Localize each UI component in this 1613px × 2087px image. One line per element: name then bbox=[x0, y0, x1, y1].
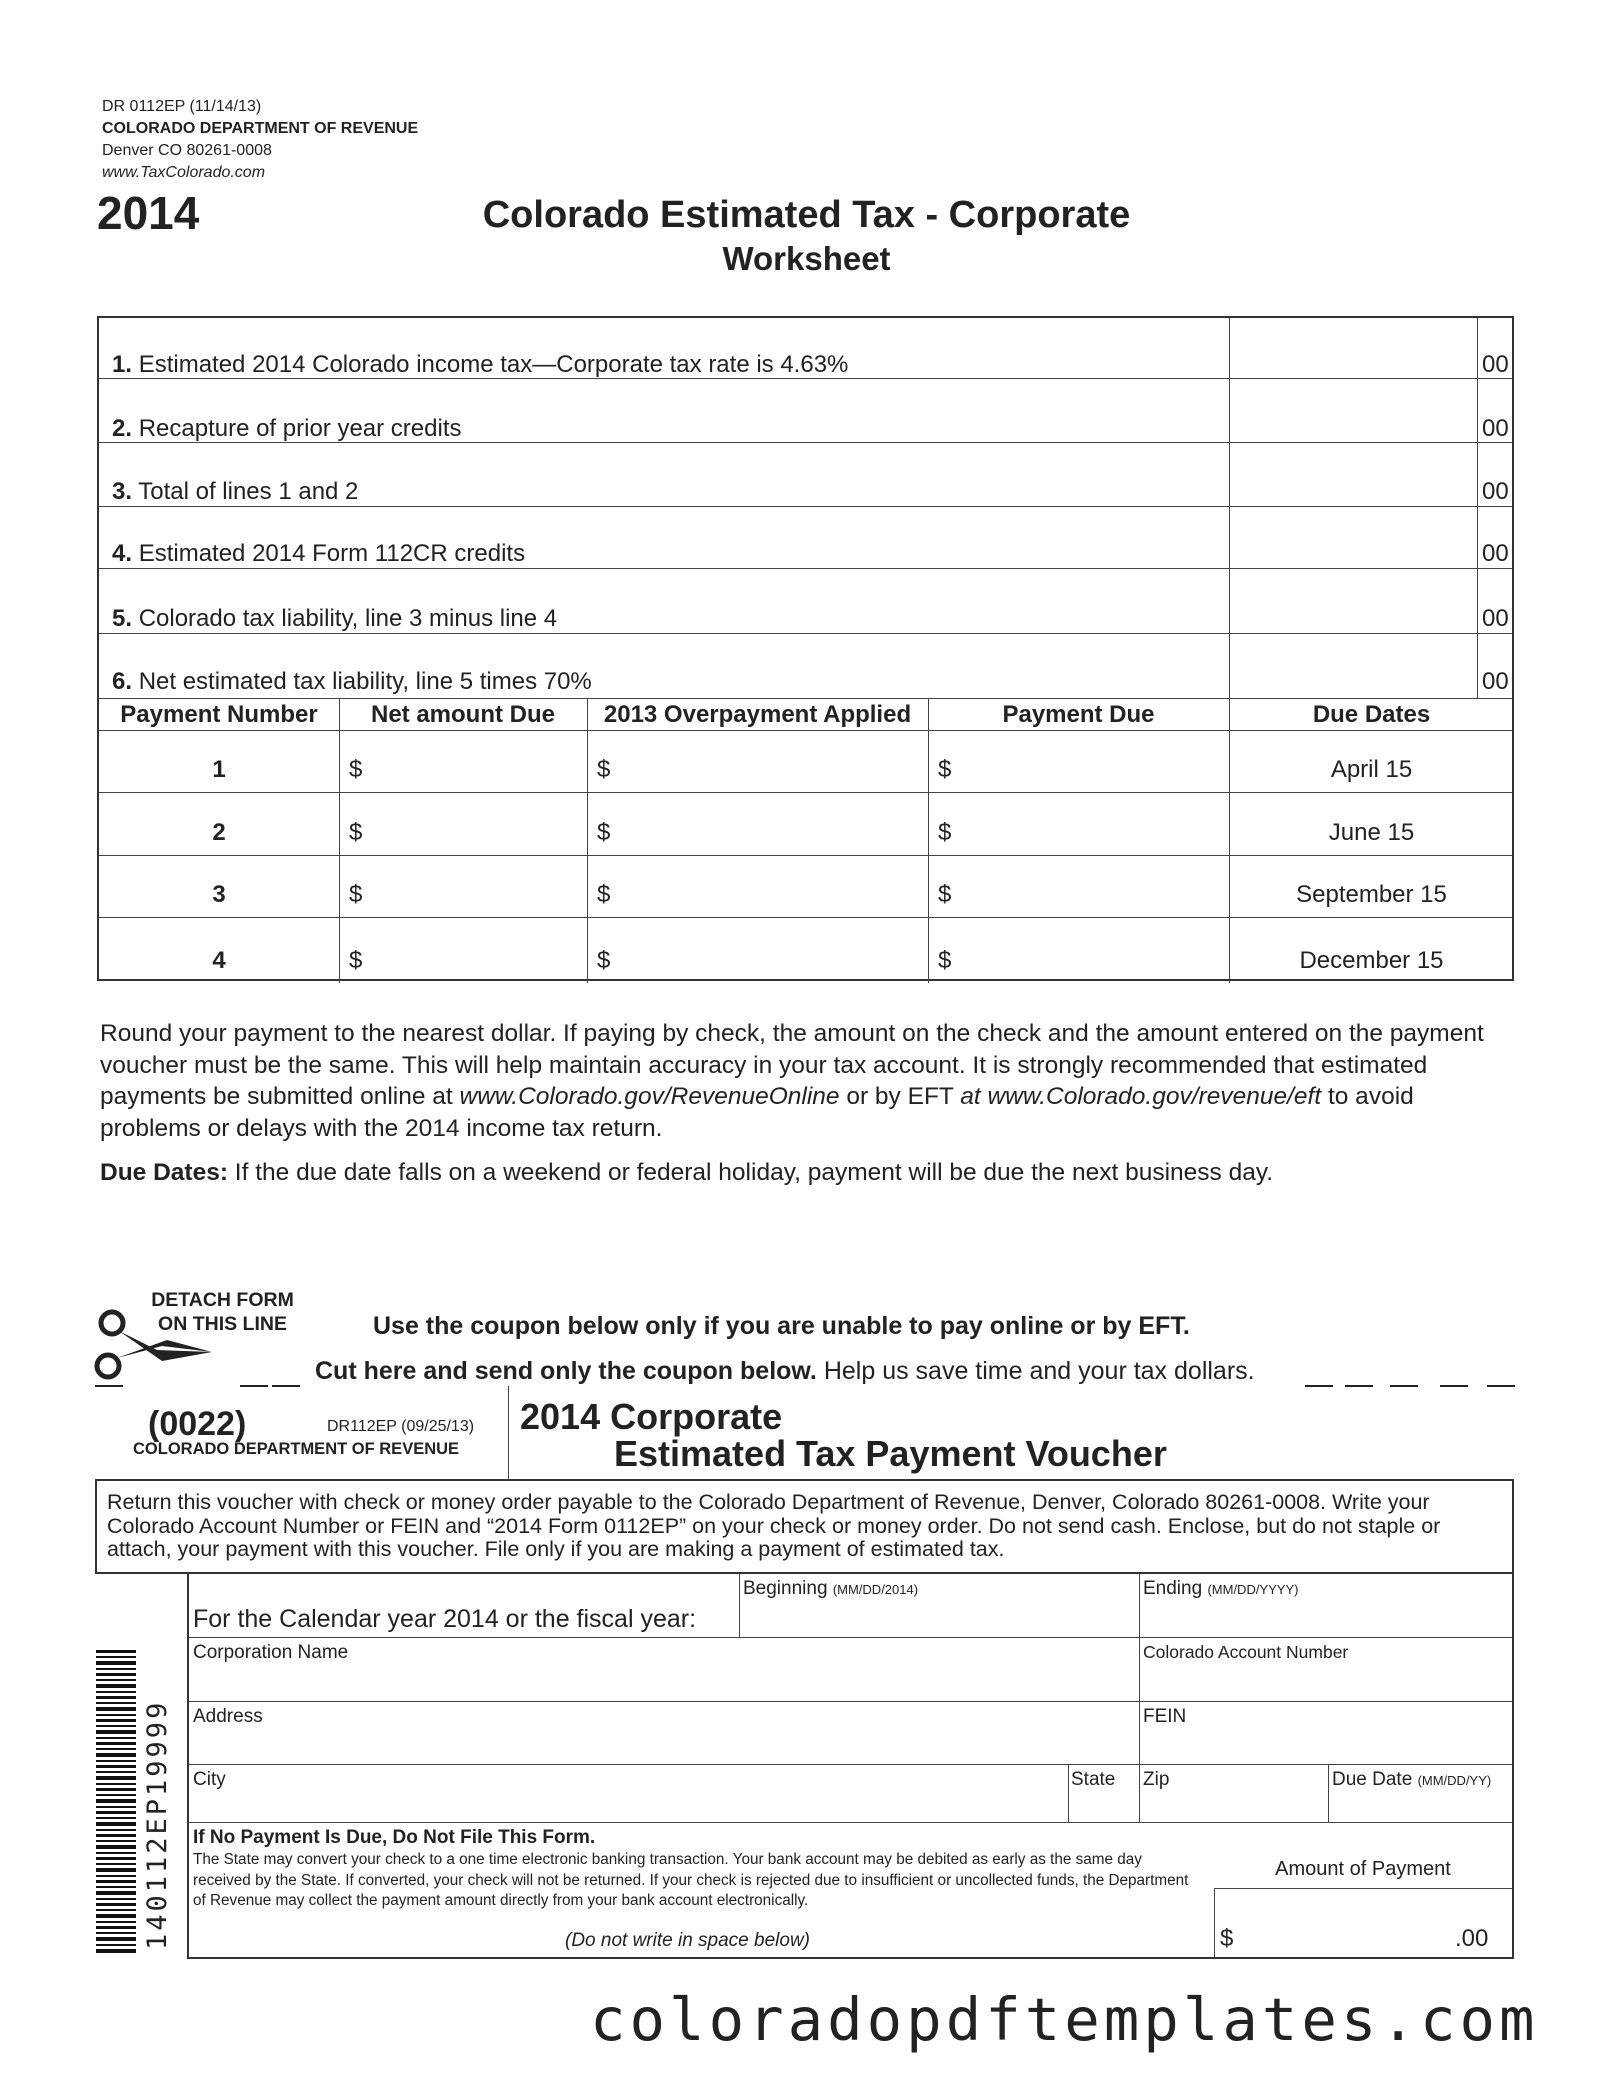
col-header-overpayment: 2013 Overpayment Applied bbox=[603, 701, 912, 728]
col-header-due-dates: Due Dates bbox=[1312, 701, 1431, 728]
instructions-paragraph: Round your payment to the nearest dollar. If paying by check, the amount on the check and the amount entered on the payment voucher must be the same. This will help maintain accuracy in your tax account. It is strongly recommended that estimated payments be submitted online at www.Colorado.gov/RevenueOnline or by EFT at www.Colorado.gov/revenue/eft to avoid problems or delays with the 2014 income tax return. bbox=[100, 1020, 1484, 1142]
state-field[interactable] bbox=[1068, 1790, 1134, 1820]
amount-cents: .00 bbox=[1455, 1925, 1489, 1952]
scissors-icon bbox=[92, 1306, 217, 1391]
watermark: coloradopdftemplates.com bbox=[590, 1985, 1539, 2054]
amount-of-payment-label: Amount of Payment bbox=[1275, 1858, 1451, 1880]
worksheet-table bbox=[97, 316, 1514, 981]
line-4-amount-field[interactable] bbox=[1231, 508, 1475, 566]
payment-row-3-net[interactable]: $ bbox=[349, 881, 363, 908]
voucher-title-line2: Estimated Tax Payment Voucher bbox=[614, 1433, 1167, 1474]
payment-row-4-date: December 15 bbox=[1299, 947, 1444, 974]
voucher-department: COLORADO DEPARTMENT OF REVENUE bbox=[133, 1440, 460, 1458]
ending-label: Ending (MM/DD/YYYY) bbox=[1143, 1578, 1299, 1599]
line-5-amount-field[interactable] bbox=[1231, 570, 1475, 631]
col-header-payment-number: Payment Number bbox=[120, 701, 318, 728]
page-title bbox=[0, 194, 1613, 237]
barcode bbox=[96, 1650, 136, 1960]
due-dates-note: Due Dates: If the due date falls on a weekend or federal holiday, payment will be due the next business day. bbox=[100, 1159, 1274, 1186]
payment-row-4-overpayment[interactable]: $ bbox=[597, 947, 611, 974]
payment-row-2-due[interactable]: $ bbox=[938, 819, 952, 846]
payment-row-1-overpayment[interactable]: $ bbox=[597, 756, 611, 783]
eft-link[interactable]: at www.Colorado.gov/revenue/eft bbox=[960, 1083, 1322, 1110]
col-header-net-amount: Net amount Due bbox=[370, 701, 555, 728]
worksheet-line-5: 5. Colorado tax liability, line 3 minus line 4 bbox=[112, 605, 558, 632]
fein-label: FEIN bbox=[1143, 1706, 1187, 1727]
line-4-cents: 00 bbox=[1482, 540, 1509, 567]
worksheet-line-3: 3. Total of lines 1 and 2 bbox=[112, 478, 359, 505]
check-conversion-notice: The State may convert your check to a one time electronic banking transaction. Your bank account may be debited as early as the same day received by the State. If converted, your check will not be returned. If your check is rejected due to insufficient or uncollected funds, the Department of Revenue may collect the payment amount directly from your bank account electronically. bbox=[193, 1851, 1189, 1909]
state-label: State bbox=[1071, 1769, 1116, 1790]
payment-row-2-net[interactable]: $ bbox=[349, 819, 363, 846]
worksheet-line-4: 4. Estimated 2014 Form 112CR credits bbox=[112, 540, 526, 567]
col-header-payment-due: Payment Due bbox=[1002, 701, 1155, 728]
corporation-name-field[interactable] bbox=[190, 1664, 1135, 1699]
payment-row-3-number: 3 bbox=[212, 881, 226, 908]
line-3-cents: 00 bbox=[1482, 478, 1509, 505]
voucher-form-id: DR112EP (09/25/13) bbox=[327, 1418, 475, 1435]
amount-of-payment-field[interactable] bbox=[1245, 1922, 1455, 1956]
beginning-label: Beginning (MM/DD/2014) bbox=[743, 1578, 919, 1599]
payment-row-3-overpayment[interactable]: $ bbox=[597, 881, 611, 908]
voucher-instructions: Return this voucher with check or money order payable to the Colorado Department of Revenue, Denver, Colorado 80261-0008. Write your Colorado Account Number or FEIN and “2014 Form 0112EP” on your check or money order. Do not send cash. Enclose, but do not staple or attach, your payment with this voucher. File only if you are making a payment of estimated tax. bbox=[107, 1490, 1441, 1561]
form-year: 2014 bbox=[97, 187, 200, 239]
worksheet-line-2: 2. Recapture of prior year credits bbox=[112, 415, 462, 442]
zip-label: Zip bbox=[1143, 1769, 1170, 1790]
payment-row-4-net[interactable]: $ bbox=[349, 947, 363, 974]
detach-label: DETACH FORM ON THIS LINE bbox=[151, 1289, 294, 1335]
address-field[interactable] bbox=[190, 1728, 1135, 1762]
payment-row-1-net[interactable]: $ bbox=[349, 756, 363, 783]
payment-row-1-date: April 15 bbox=[1330, 756, 1413, 783]
account-number-label: Colorado Account Number bbox=[1143, 1642, 1349, 1662]
coupon-note: Use the coupon below only if you are unable to pay online or by EFT. bbox=[373, 1312, 1190, 1340]
payment-row-4-due[interactable]: $ bbox=[938, 947, 952, 974]
city-label: City bbox=[193, 1769, 226, 1790]
line-2-amount-field[interactable] bbox=[1231, 380, 1475, 440]
beginning-date-field[interactable] bbox=[740, 1600, 1135, 1634]
line-1-amount-field[interactable] bbox=[1231, 320, 1475, 376]
cut-here-note: Cut here and send only the coupon below. Help us save time and your tax dollars. bbox=[315, 1357, 1255, 1385]
worksheet-line-6: 6. Net estimated tax liability, line 5 times 70% bbox=[112, 668, 592, 695]
payment-row-2-overpayment[interactable]: $ bbox=[597, 819, 611, 846]
account-number-field[interactable] bbox=[1140, 1664, 1510, 1699]
revenue-online-link[interactable]: www.Colorado.gov/RevenueOnline bbox=[459, 1083, 840, 1110]
city-field[interactable] bbox=[190, 1790, 1064, 1820]
barcode-number: 140112EP19999 bbox=[142, 1699, 173, 1950]
payment-row-2-number: 2 bbox=[212, 819, 226, 846]
no-payment-note: If No Payment Is Due, Do Not File This Form. bbox=[193, 1827, 596, 1848]
line-2-cents: 00 bbox=[1482, 415, 1509, 442]
address-label: Address bbox=[193, 1706, 263, 1727]
voucher-code: (0022) bbox=[148, 1405, 247, 1443]
payment-row-2-date: June 15 bbox=[1328, 819, 1415, 846]
due-date-label: Due Date (MM/DD/YY) bbox=[1332, 1769, 1492, 1790]
payment-row-1-due[interactable]: $ bbox=[938, 756, 952, 783]
fein-field[interactable] bbox=[1140, 1728, 1510, 1762]
worksheet-line-1: 1. Estimated 2014 Colorado income tax—Corporate tax rate is 4.63% bbox=[112, 351, 849, 378]
line-6-amount-field[interactable] bbox=[1231, 635, 1475, 696]
payment-row-1-number: 1 bbox=[212, 756, 226, 783]
line-3-amount-field[interactable] bbox=[1231, 444, 1475, 504]
payment-row-4-number: 4 bbox=[212, 947, 226, 974]
fiscal-year-label: For the Calendar year 2014 or the fiscal year: bbox=[193, 1605, 697, 1633]
line-5-cents: 00 bbox=[1482, 605, 1509, 632]
department-website: www.TaxColorado.com bbox=[102, 164, 266, 181]
voucher-title-line1: 2014 Corporate bbox=[520, 1396, 783, 1437]
line-1-cents: 00 bbox=[1482, 351, 1509, 378]
zip-field[interactable] bbox=[1140, 1790, 1325, 1820]
form-id: DR 0112EP (11/14/13) bbox=[102, 98, 262, 115]
amount-dollar-sign: $ bbox=[1220, 1925, 1234, 1952]
payment-row-3-due[interactable]: $ bbox=[938, 881, 952, 908]
department-address: Denver CO 80261-0008 bbox=[102, 142, 272, 159]
line-6-cents: 00 bbox=[1482, 668, 1509, 695]
due-date-field[interactable] bbox=[1330, 1790, 1510, 1820]
voucher-instructions-box bbox=[95, 1479, 1514, 1574]
payment-row-3-date: September 15 bbox=[1296, 881, 1447, 908]
corporation-name-label: Corporation Name bbox=[193, 1642, 349, 1663]
do-not-write-note: (Do not write in space below) bbox=[565, 1930, 810, 1951]
ending-date-field[interactable] bbox=[1140, 1600, 1510, 1634]
page-title-text: Colorado Estimated Tax - Corporate bbox=[482, 194, 1131, 236]
department-name: COLORADO DEPARTMENT OF REVENUE bbox=[102, 120, 419, 137]
page-subtitle: Worksheet bbox=[722, 240, 891, 277]
